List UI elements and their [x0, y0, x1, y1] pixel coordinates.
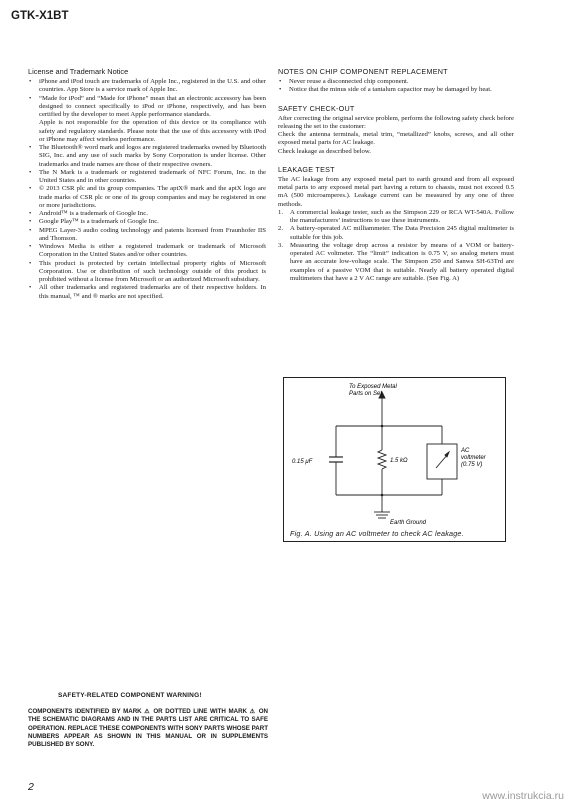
license-item: • iPhone and iPod touch are trademarks of Apple Inc., registered in the U.S. and other countries. App Store is a service mark of Apple Inc.	[28, 78, 266, 95]
service-notes	[278, 67, 514, 292]
license-item: • The N Mark is a trademark or registered trademark of NFC Forum, Inc. in the United States and in other countries.	[28, 169, 266, 186]
license-item: Apple is not responsible for the operation of this device or its compliance with safety and regulatory standards. Please note that the use of this accessory with iPod or iPhone may affect wireless performance.	[39, 119, 266, 143]
step-text: Measuring the voltage drop across a resistor by means of a VOM or battery-operated AC voltmeter. The “limit” indication is 0.75 V, so analog meters must have an accurate low-voltage scale. The Simpson 250 and Sanwa SH-63Trd are examples of a passive VOM that is suitable. Nearly all battery operated digital multimeters that have a 2 V AC range are suitable. (See Fig. A)	[290, 241, 514, 282]
label-top-1: To Exposed Metal	[349, 384, 397, 390]
chip-note-item: • Notice that the minus side of a tantalum capacitor may be damaged by heat.	[278, 86, 514, 94]
meter-label-3: (0.75 V)	[461, 462, 483, 468]
ground-label: Earth Ground	[390, 520, 427, 526]
meter-label-2: voltmeter	[461, 455, 486, 461]
chip-note-item: • Never reuse a disconnected chip component.	[278, 78, 514, 86]
license-section	[28, 67, 266, 301]
warning-body: COMPONENTS IDENTIFIED BY MARK ⚠ OR DOTTED LINE WITH MARK ⚠ ON THE SCHEMATIC DIAGRAMS AND IN THE PARTS LIST ARE CRITICAL TO SAFE OPERATION. REPLACE THESE COMPONENTS WITH SONY PARTS WHOSE PART NUMBERS APPEAR AS SHOWN IN THIS MANUAL OR IN SUPPLEMENTS PUBLISHED BY SONY.	[28, 708, 268, 749]
license-list	[28, 78, 266, 301]
step-number: 3.	[278, 241, 284, 249]
leakage-intro: The AC leakage from any exposed metal part to earth ground and from all exposed metal parts to any exposed metal part having a return to chassis, must not exceed 0.5 mA (500 microamperes.). Leakage current can be measured by any one of three methods.	[278, 175, 514, 208]
figure-caption: Fig. A. Using an AC voltmeter to check AC leakage.	[290, 529, 464, 538]
resistor-zigzag	[378, 450, 386, 469]
model-name: GTK-X1BT	[11, 10, 69, 22]
leakage-circuit-diagram	[284, 378, 505, 541]
step-text: A commercial leakage tester, such as the Simpson 229 or RCA WT-540A. Follow the manufacturers’ instructions to use these instruments.	[290, 208, 514, 224]
chip-notes-title: NOTES ON CHIP COMPONENT REPLACEMENT	[278, 67, 448, 76]
chip-notes-list	[278, 78, 514, 95]
warning-title: SAFETY-RELATED COMPONENT WARNING!	[58, 692, 202, 699]
license-item: • The Bluetooth® word mark and logos are registered trademarks owned by Bluetooth SIG, Inc. and any use of such marks by Sony Corporation is under license. Other trademarks and trade names are those of their respective owners.	[28, 144, 266, 169]
leakage-steps	[278, 209, 514, 283]
leakage-step	[278, 242, 514, 283]
leakage-step	[278, 225, 514, 242]
watermark: www.instrukcia.ru	[482, 790, 564, 802]
page-number: 2	[28, 781, 34, 793]
license-item: • Android™ is a trademark of Google Inc.	[28, 210, 266, 218]
step-number: 2.	[278, 225, 284, 233]
resistor-label: 1.5 kΩ	[390, 458, 408, 464]
label-top-2: Parts on Set	[349, 391, 383, 397]
safety-paragraph: After correcting the original service problem, perform the following safety check before releasing the set to the customer:	[278, 114, 514, 130]
license-item: • This product is protected by certain intellectual property rights of Microsoft Corporation. Use or distribution of such technology outside of this product is prohibited without a license from Microsoft or an authorized Microsoft subsidiary.	[28, 260, 266, 285]
capacitor-label: 0.15 μF	[292, 459, 313, 465]
leakage-section	[278, 165, 514, 283]
chip-notes-section	[278, 67, 514, 95]
step-number: 1.	[278, 208, 284, 216]
safety-section	[278, 104, 514, 156]
license-item: • Windows Media is either a registered trademark or trademark of Microsoft Corporation in the United States and/or other countries.	[28, 243, 266, 260]
license-item: • MPEG Layer-3 audio coding technology and patents licensed from Fraunhofer IIS and Thomson.	[28, 227, 266, 244]
safety-title: SAFETY CHECK-OUT	[278, 103, 355, 113]
figure-a	[283, 377, 506, 542]
safety-paragraph: Check the antenna terminals, metal trim, “metallized” knobs, screws, and all other exposed metal parts for AC leakage.	[278, 131, 514, 147]
safety-paragraph: Check leakage as described below.	[278, 147, 371, 155]
license-item: • © 2013 CSR plc and its group companies. The aptX® mark and the aptX logo are trade marks of CSR plc or one of its group companies and may be registered in one or more jurisdictions.	[28, 185, 266, 210]
license-item: • All other trademarks and registered trademarks are of their respective holders. In this manual, ™ and ® marks are not specified.	[28, 284, 266, 301]
meter-label-1: AC	[461, 448, 470, 454]
leakage-title: LEAKAGE TEST	[278, 164, 335, 174]
license-title: License and Trademark Notice	[28, 67, 129, 76]
step-text: A battery-operated AC milliammeter. The Data Precision 245 digital multimeter is suitable for this job.	[290, 225, 514, 241]
license-item: • Google Play™ is a trademark of Google Inc.	[28, 218, 266, 226]
license-item: • “Made for iPod” and “Made for iPhone” mean that an electronic accessory has been designed to connect specifically to iPod or iPhone, respectively, and has been certified by the developer to meet Apple performance standards.	[28, 95, 266, 120]
leakage-step	[278, 209, 514, 226]
